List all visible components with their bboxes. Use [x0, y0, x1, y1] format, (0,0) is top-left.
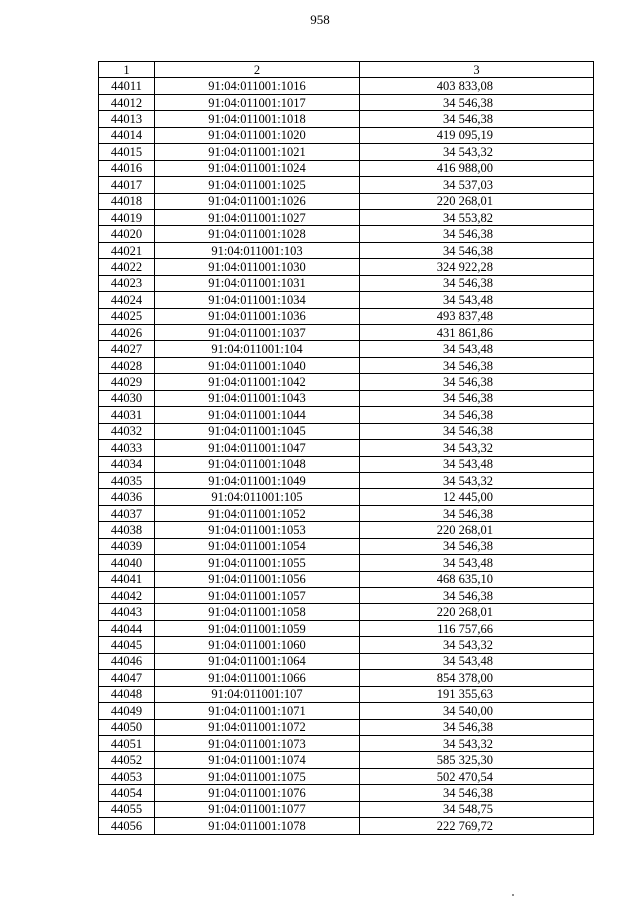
cadastral-number-cell: 91:04:011001:1053	[155, 522, 360, 538]
table-row	[99, 588, 594, 604]
table-row	[99, 703, 594, 719]
cadastral-value-cell: 34 546,38	[360, 94, 594, 110]
cadastral-value-cell: 34 543,48	[360, 456, 594, 472]
cadastral-number-cell: 91:04:011001:1058	[155, 604, 360, 620]
row-number-cell: 44049	[99, 703, 155, 719]
table-row	[99, 719, 594, 735]
table-row	[99, 209, 594, 225]
table-row	[99, 555, 594, 571]
cadastral-value-cell: 34 546,38	[360, 374, 594, 390]
table-row	[99, 637, 594, 653]
row-number-cell: 44016	[99, 160, 155, 176]
cadastral-value-cell: 324 922,28	[360, 259, 594, 275]
row-number-cell: 44031	[99, 407, 155, 423]
cadastral-value-cell: 431 861,86	[360, 325, 594, 341]
cadastral-value-cell: 220 268,01	[360, 522, 594, 538]
cadastral-number-cell: 91:04:011001:1049	[155, 472, 360, 488]
cadastral-value-cell: 502 470,54	[360, 768, 594, 784]
cadastral-number-cell: 91:04:011001:1040	[155, 357, 360, 373]
table-row	[99, 670, 594, 686]
row-number-cell: 44038	[99, 522, 155, 538]
cadastral-number-cell: 91:04:011001:1026	[155, 193, 360, 209]
cadastral-value-table	[98, 61, 594, 835]
table-body	[99, 78, 594, 834]
cadastral-value-cell: 116 757,66	[360, 620, 594, 636]
table-row	[99, 505, 594, 521]
row-number-cell: 44052	[99, 752, 155, 768]
cadastral-value-cell: 34 543,48	[360, 341, 594, 357]
cadastral-value-cell: 468 635,10	[360, 571, 594, 587]
table-row	[99, 522, 594, 538]
row-number-cell: 44022	[99, 259, 155, 275]
cadastral-number-cell: 91:04:011001:1056	[155, 571, 360, 587]
table-row	[99, 801, 594, 817]
table-row	[99, 423, 594, 439]
cadastral-number-cell: 91:04:011001:1076	[155, 785, 360, 801]
row-number-cell: 44013	[99, 111, 155, 127]
row-number-cell: 44012	[99, 94, 155, 110]
cadastral-value-cell: 34 543,32	[360, 637, 594, 653]
cadastral-value-cell: 34 546,38	[360, 226, 594, 242]
row-number-cell: 44026	[99, 325, 155, 341]
table-row	[99, 144, 594, 160]
row-number-cell: 44035	[99, 472, 155, 488]
cadastral-number-cell: 91:04:011001:104	[155, 341, 360, 357]
cadastral-number-cell: 91:04:011001:1054	[155, 538, 360, 554]
column-header-1: 1	[99, 62, 155, 78]
row-number-cell: 44041	[99, 571, 155, 587]
table-row	[99, 735, 594, 751]
cadastral-number-cell: 91:04:011001:103	[155, 242, 360, 258]
column-header-2: 2	[155, 62, 360, 78]
row-number-cell: 44025	[99, 308, 155, 324]
row-number-cell: 44011	[99, 78, 155, 94]
row-number-cell: 44053	[99, 768, 155, 784]
row-number-cell: 44054	[99, 785, 155, 801]
table-row	[99, 538, 594, 554]
cadastral-number-cell: 91:04:011001:1034	[155, 292, 360, 308]
row-number-cell: 44034	[99, 456, 155, 472]
cadastral-number-cell: 91:04:011001:1037	[155, 325, 360, 341]
cadastral-number-cell: 91:04:011001:1044	[155, 407, 360, 423]
table-row	[99, 341, 594, 357]
cadastral-number-cell: 91:04:011001:1028	[155, 226, 360, 242]
cadastral-number-cell: 91:04:011001:1064	[155, 653, 360, 669]
row-number-cell: 44042	[99, 588, 155, 604]
cadastral-value-cell: 34 546,38	[360, 588, 594, 604]
cadastral-value-cell: 191 355,63	[360, 686, 594, 702]
cadastral-number-cell: 91:04:011001:1077	[155, 801, 360, 817]
cadastral-value-cell: 34 546,38	[360, 275, 594, 291]
table-row	[99, 818, 594, 834]
cadastral-value-cell: 34 537,03	[360, 177, 594, 193]
page-number: 958	[310, 12, 330, 27]
cadastral-value-cell: 34 546,38	[360, 538, 594, 554]
cadastral-number-cell: 91:04:011001:1074	[155, 752, 360, 768]
table-row	[99, 242, 594, 258]
table-row	[99, 456, 594, 472]
cadastral-number-cell: 91:04:011001:1048	[155, 456, 360, 472]
row-number-cell: 44046	[99, 653, 155, 669]
cadastral-value-cell: 34 546,38	[360, 423, 594, 439]
cadastral-number-cell: 91:04:011001:1075	[155, 768, 360, 784]
cadastral-value-cell: 34 540,00	[360, 703, 594, 719]
cadastral-number-cell: 91:04:011001:1072	[155, 719, 360, 735]
row-number-cell: 44021	[99, 242, 155, 258]
cadastral-value-cell: 34 548,75	[360, 801, 594, 817]
table-row	[99, 111, 594, 127]
row-number-cell: 44044	[99, 620, 155, 636]
cadastral-value-cell: 493 837,48	[360, 308, 594, 324]
table-row	[99, 308, 594, 324]
table-row	[99, 472, 594, 488]
row-number-cell: 44040	[99, 555, 155, 571]
cadastral-number-cell: 91:04:011001:1047	[155, 440, 360, 456]
cadastral-number-cell: 91:04:011001:1017	[155, 94, 360, 110]
row-number-cell: 44033	[99, 440, 155, 456]
cadastral-value-cell: 416 988,00	[360, 160, 594, 176]
cadastral-value-cell: 34 543,48	[360, 555, 594, 571]
row-number-cell: 44032	[99, 423, 155, 439]
table-row	[99, 259, 594, 275]
table-row	[99, 571, 594, 587]
table-row	[99, 653, 594, 669]
cadastral-number-cell: 91:04:011001:1025	[155, 177, 360, 193]
cadastral-number-cell: 91:04:011001:1021	[155, 144, 360, 160]
column-header-3: 3	[360, 62, 594, 78]
table-row	[99, 78, 594, 94]
table-row	[99, 768, 594, 784]
table-row	[99, 325, 594, 341]
row-number-cell: 44023	[99, 275, 155, 291]
cadastral-value-cell: 34 546,38	[360, 357, 594, 373]
row-number-cell: 44029	[99, 374, 155, 390]
cadastral-number-cell: 91:04:011001:1043	[155, 390, 360, 406]
cadastral-value-cell: 854 378,00	[360, 670, 594, 686]
row-number-cell: 44047	[99, 670, 155, 686]
row-number-cell: 44048	[99, 686, 155, 702]
table-row	[99, 275, 594, 291]
row-number-cell: 44039	[99, 538, 155, 554]
cadastral-number-cell: 91:04:011001:1073	[155, 735, 360, 751]
cadastral-number-cell: 91:04:011001:1066	[155, 670, 360, 686]
cadastral-number-cell: 91:04:011001:1018	[155, 111, 360, 127]
cadastral-number-cell: 91:04:011001:1057	[155, 588, 360, 604]
table-row	[99, 407, 594, 423]
cadastral-number-cell: 91:04:011001:1071	[155, 703, 360, 719]
cadastral-value-cell: 34 546,38	[360, 390, 594, 406]
row-number-cell: 44019	[99, 209, 155, 225]
row-number-cell: 44024	[99, 292, 155, 308]
table-row	[99, 357, 594, 373]
cadastral-number-cell: 91:04:011001:1016	[155, 78, 360, 94]
row-number-cell: 44050	[99, 719, 155, 735]
cadastral-number-cell: 91:04:011001:1027	[155, 209, 360, 225]
header-row	[99, 62, 594, 78]
row-number-cell: 44045	[99, 637, 155, 653]
cadastral-number-cell: 91:04:011001:1059	[155, 620, 360, 636]
row-number-cell: 44020	[99, 226, 155, 242]
table-row	[99, 752, 594, 768]
table-header	[99, 62, 594, 78]
table-row	[99, 374, 594, 390]
row-number-cell: 44018	[99, 193, 155, 209]
table-row	[99, 489, 594, 505]
scan-speck	[512, 894, 514, 896]
row-number-cell: 44051	[99, 735, 155, 751]
cadastral-number-cell: 91:04:011001:107	[155, 686, 360, 702]
cadastral-value-cell: 34 546,38	[360, 407, 594, 423]
cadastral-value-cell: 585 325,30	[360, 752, 594, 768]
cadastral-number-cell: 91:04:011001:1078	[155, 818, 360, 834]
row-number-cell: 44027	[99, 341, 155, 357]
row-number-cell: 44030	[99, 390, 155, 406]
cadastral-value-cell: 34 543,48	[360, 653, 594, 669]
table-row	[99, 390, 594, 406]
cadastral-number-cell: 91:04:011001:1055	[155, 555, 360, 571]
table-row	[99, 127, 594, 143]
cadastral-number-cell: 91:04:011001:1060	[155, 637, 360, 653]
row-number-cell: 44014	[99, 127, 155, 143]
cadastral-value-cell: 34 546,38	[360, 719, 594, 735]
table-row	[99, 620, 594, 636]
table-row	[99, 686, 594, 702]
table-row	[99, 177, 594, 193]
cadastral-value-cell: 220 268,01	[360, 193, 594, 209]
row-number-cell: 44015	[99, 144, 155, 160]
cadastral-number-cell: 91:04:011001:1031	[155, 275, 360, 291]
cadastral-value-cell: 34 543,32	[360, 144, 594, 160]
table-row	[99, 94, 594, 110]
table-row	[99, 440, 594, 456]
cadastral-value-cell: 34 546,38	[360, 111, 594, 127]
row-number-cell: 44028	[99, 357, 155, 373]
cadastral-value-cell: 34 553,82	[360, 209, 594, 225]
cadastral-number-cell: 91:04:011001:1024	[155, 160, 360, 176]
cadastral-value-cell: 34 543,48	[360, 292, 594, 308]
cadastral-value-cell: 34 546,38	[360, 785, 594, 801]
cadastral-number-cell: 91:04:011001:1020	[155, 127, 360, 143]
row-number-cell: 44043	[99, 604, 155, 620]
row-number-cell: 44036	[99, 489, 155, 505]
table-row	[99, 604, 594, 620]
row-number-cell: 44055	[99, 801, 155, 817]
cadastral-number-cell: 91:04:011001:1036	[155, 308, 360, 324]
table-row	[99, 226, 594, 242]
table-row	[99, 292, 594, 308]
row-number-cell: 44037	[99, 505, 155, 521]
cadastral-number-cell: 91:04:011001:1045	[155, 423, 360, 439]
cadastral-value-cell: 34 543,32	[360, 440, 594, 456]
table-row	[99, 193, 594, 209]
table-row	[99, 785, 594, 801]
cadastral-number-cell: 91:04:011001:1052	[155, 505, 360, 521]
cadastral-number-cell: 91:04:011001:105	[155, 489, 360, 505]
table-row	[99, 160, 594, 176]
cadastral-value-cell: 34 546,38	[360, 505, 594, 521]
cadastral-value-cell: 222 769,72	[360, 818, 594, 834]
cadastral-value-cell: 403 833,08	[360, 78, 594, 94]
cadastral-value-cell: 34 546,38	[360, 242, 594, 258]
cadastral-value-cell: 34 543,32	[360, 735, 594, 751]
row-number-cell: 44056	[99, 818, 155, 834]
cadastral-value-cell: 220 268,01	[360, 604, 594, 620]
cadastral-number-cell: 91:04:011001:1030	[155, 259, 360, 275]
cadastral-number-cell: 91:04:011001:1042	[155, 374, 360, 390]
cadastral-value-cell: 419 095,19	[360, 127, 594, 143]
cadastral-value-cell: 12 445,00	[360, 489, 594, 505]
row-number-cell: 44017	[99, 177, 155, 193]
cadastral-value-cell: 34 543,32	[360, 472, 594, 488]
